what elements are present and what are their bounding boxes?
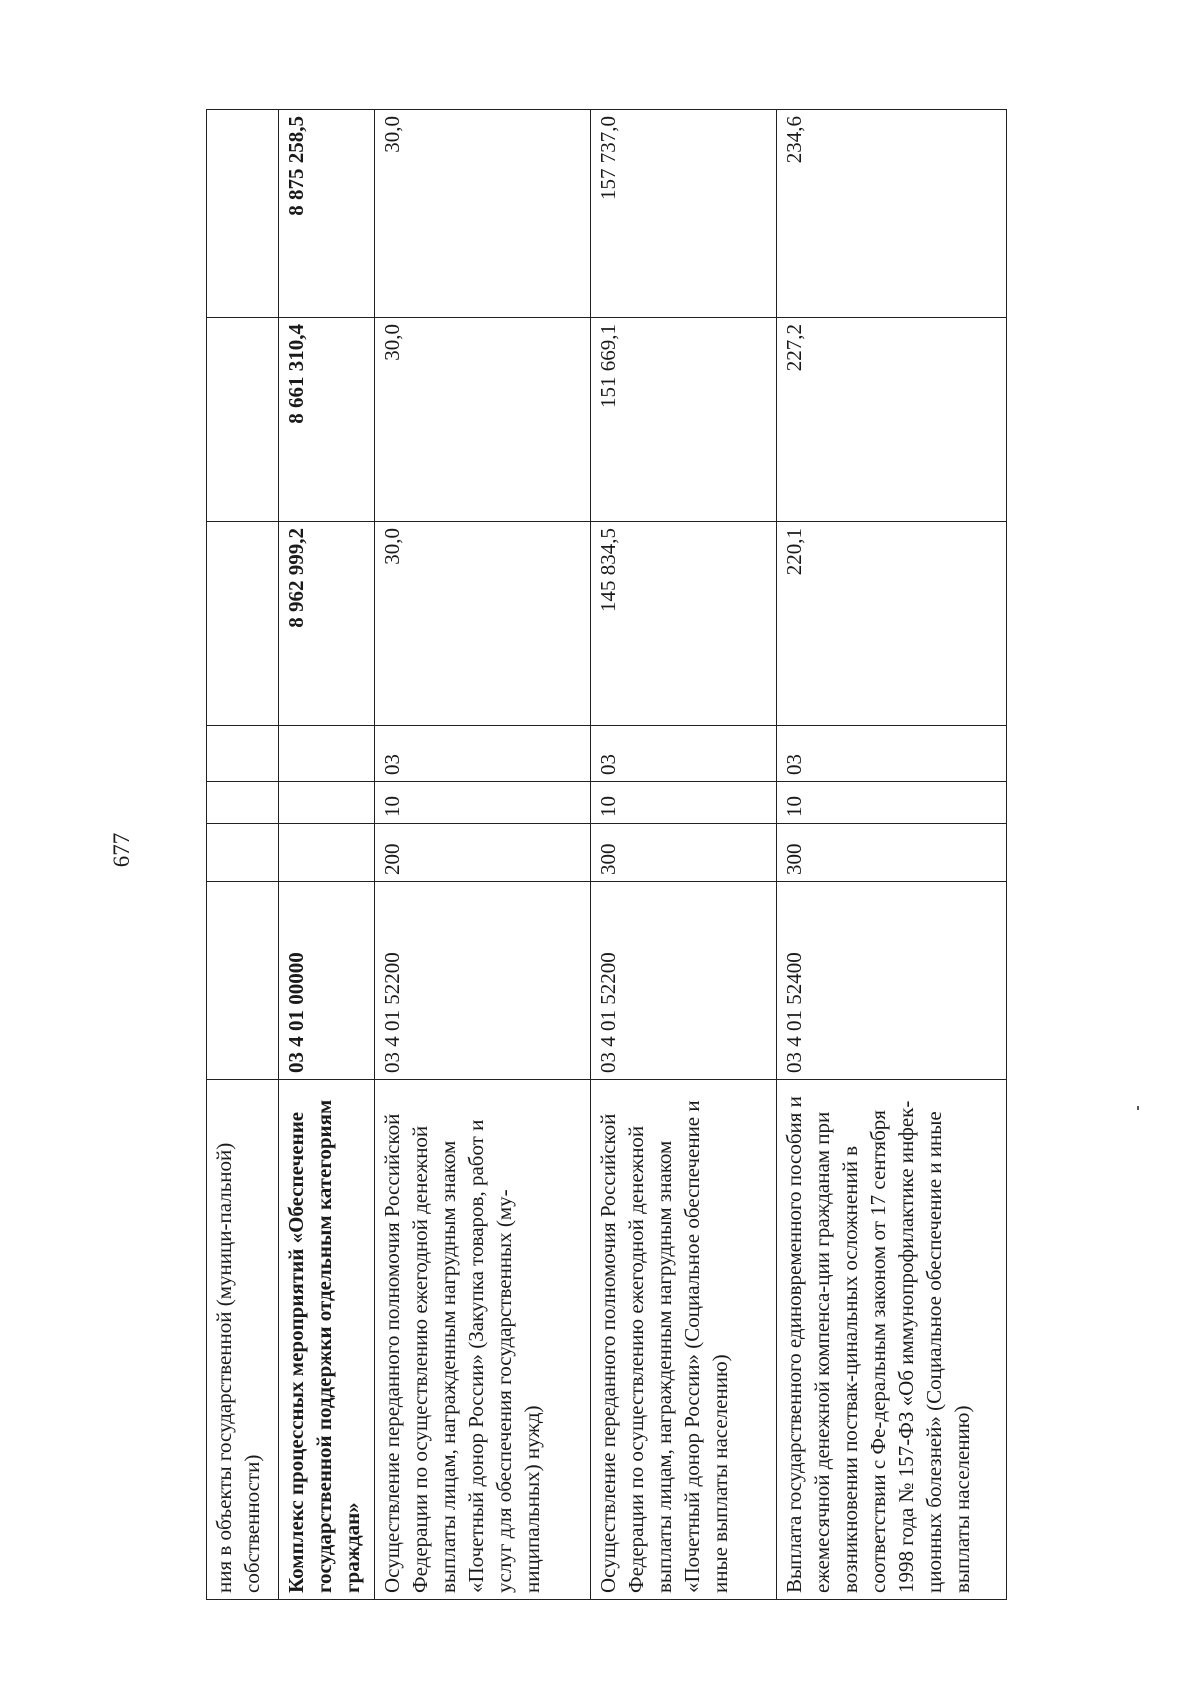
table-row <box>591 110 777 1600</box>
expense-type-cell <box>279 824 375 882</box>
subsection-cell: 03 <box>777 726 1007 782</box>
amount-year-3-cell: 234,6 <box>777 110 1007 318</box>
row-name-cell: ния в объекты государственной (муници-пальной) собственности) <box>207 1080 279 1600</box>
subsection-cell <box>207 726 279 782</box>
section-cell: 10 <box>777 782 1007 824</box>
amount-year-1-cell: 30,0 <box>375 522 591 726</box>
amount-year-3-cell: 157 737,0 <box>591 110 777 318</box>
expense-type-cell: 200 <box>375 824 591 882</box>
amount-year-2-cell <box>207 318 279 522</box>
section-cell: 10 <box>591 782 777 824</box>
target-article-cell: 03 4 01 52200 <box>591 882 777 1080</box>
expense-type-cell <box>207 824 279 882</box>
row-name-cell: Осуществление переданного полномочия Российской Федерации по осуществлению ежегодной денежной выплаты лицам, награжденным нагрудным знаком «Почетный донор России» (Социальное обеспечение и иные выплаты населению) <box>591 1080 777 1600</box>
budget-table <box>206 109 1007 1600</box>
rotated-page-content <box>206 110 1006 1600</box>
subsection-cell: 03 <box>591 726 777 782</box>
target-article-cell: 03 4 01 00000 <box>279 882 375 1080</box>
row-name-cell: Комплекс процессных мероприятий «Обеспечение государственной поддержки отдельным категориям граждан» <box>279 1080 375 1600</box>
amount-year-3-cell: 8 875 258,5 <box>279 110 375 318</box>
table-row <box>375 110 591 1600</box>
amount-year-3-cell: 30,0 <box>375 110 591 318</box>
amount-year-1-cell: 8 962 999,2 <box>279 522 375 726</box>
table-row <box>207 110 279 1600</box>
scan-speck <box>1137 1106 1139 1110</box>
amount-year-2-cell: 151 669,1 <box>591 318 777 522</box>
row-name-cell: Выплата государственного единовременного пособия и ежемесячной денежной компенса-ции гражданам при возникновении поствак-цинальных осложнений в соответствии с Фе-деральным законом от 17 сентября 1998 года № 157-ФЗ «Об иммунопрофилактике инфек-ционных болезней» (Социальное обеспечение и иные выплаты населению) <box>777 1080 1007 1600</box>
section-cell <box>279 782 375 824</box>
subsection-cell: 03 <box>375 726 591 782</box>
expense-type-cell: 300 <box>777 824 1007 882</box>
amount-year-1-cell <box>207 522 279 726</box>
amount-year-2-cell: 227,2 <box>777 318 1007 522</box>
target-article-cell <box>207 882 279 1080</box>
subsection-cell <box>279 726 375 782</box>
amount-year-2-cell: 8 661 310,4 <box>279 318 375 522</box>
section-cell: 10 <box>375 782 591 824</box>
table-row <box>777 110 1007 1600</box>
section-cell <box>207 782 279 824</box>
target-article-cell: 03 4 01 52400 <box>777 882 1007 1080</box>
amount-year-1-cell: 145 834,5 <box>591 522 777 726</box>
amount-year-3-cell <box>207 110 279 318</box>
table-row <box>279 110 375 1600</box>
row-name-cell: Осуществление переданного полномочия Российской Федерации по осуществлению ежегодной денежной выплаты лицам, награжденным нагрудным знаком «Почетный донор России» (Закупка товаров, работ и услуг для обеспечения государственных (му-ниципальных) нужд) <box>375 1080 591 1600</box>
amount-year-2-cell: 30,0 <box>375 318 591 522</box>
page-number: 677 <box>109 832 134 868</box>
amount-year-1-cell: 220,1 <box>777 522 1007 726</box>
expense-type-cell: 300 <box>591 824 777 882</box>
target-article-cell: 03 4 01 52200 <box>375 882 591 1080</box>
